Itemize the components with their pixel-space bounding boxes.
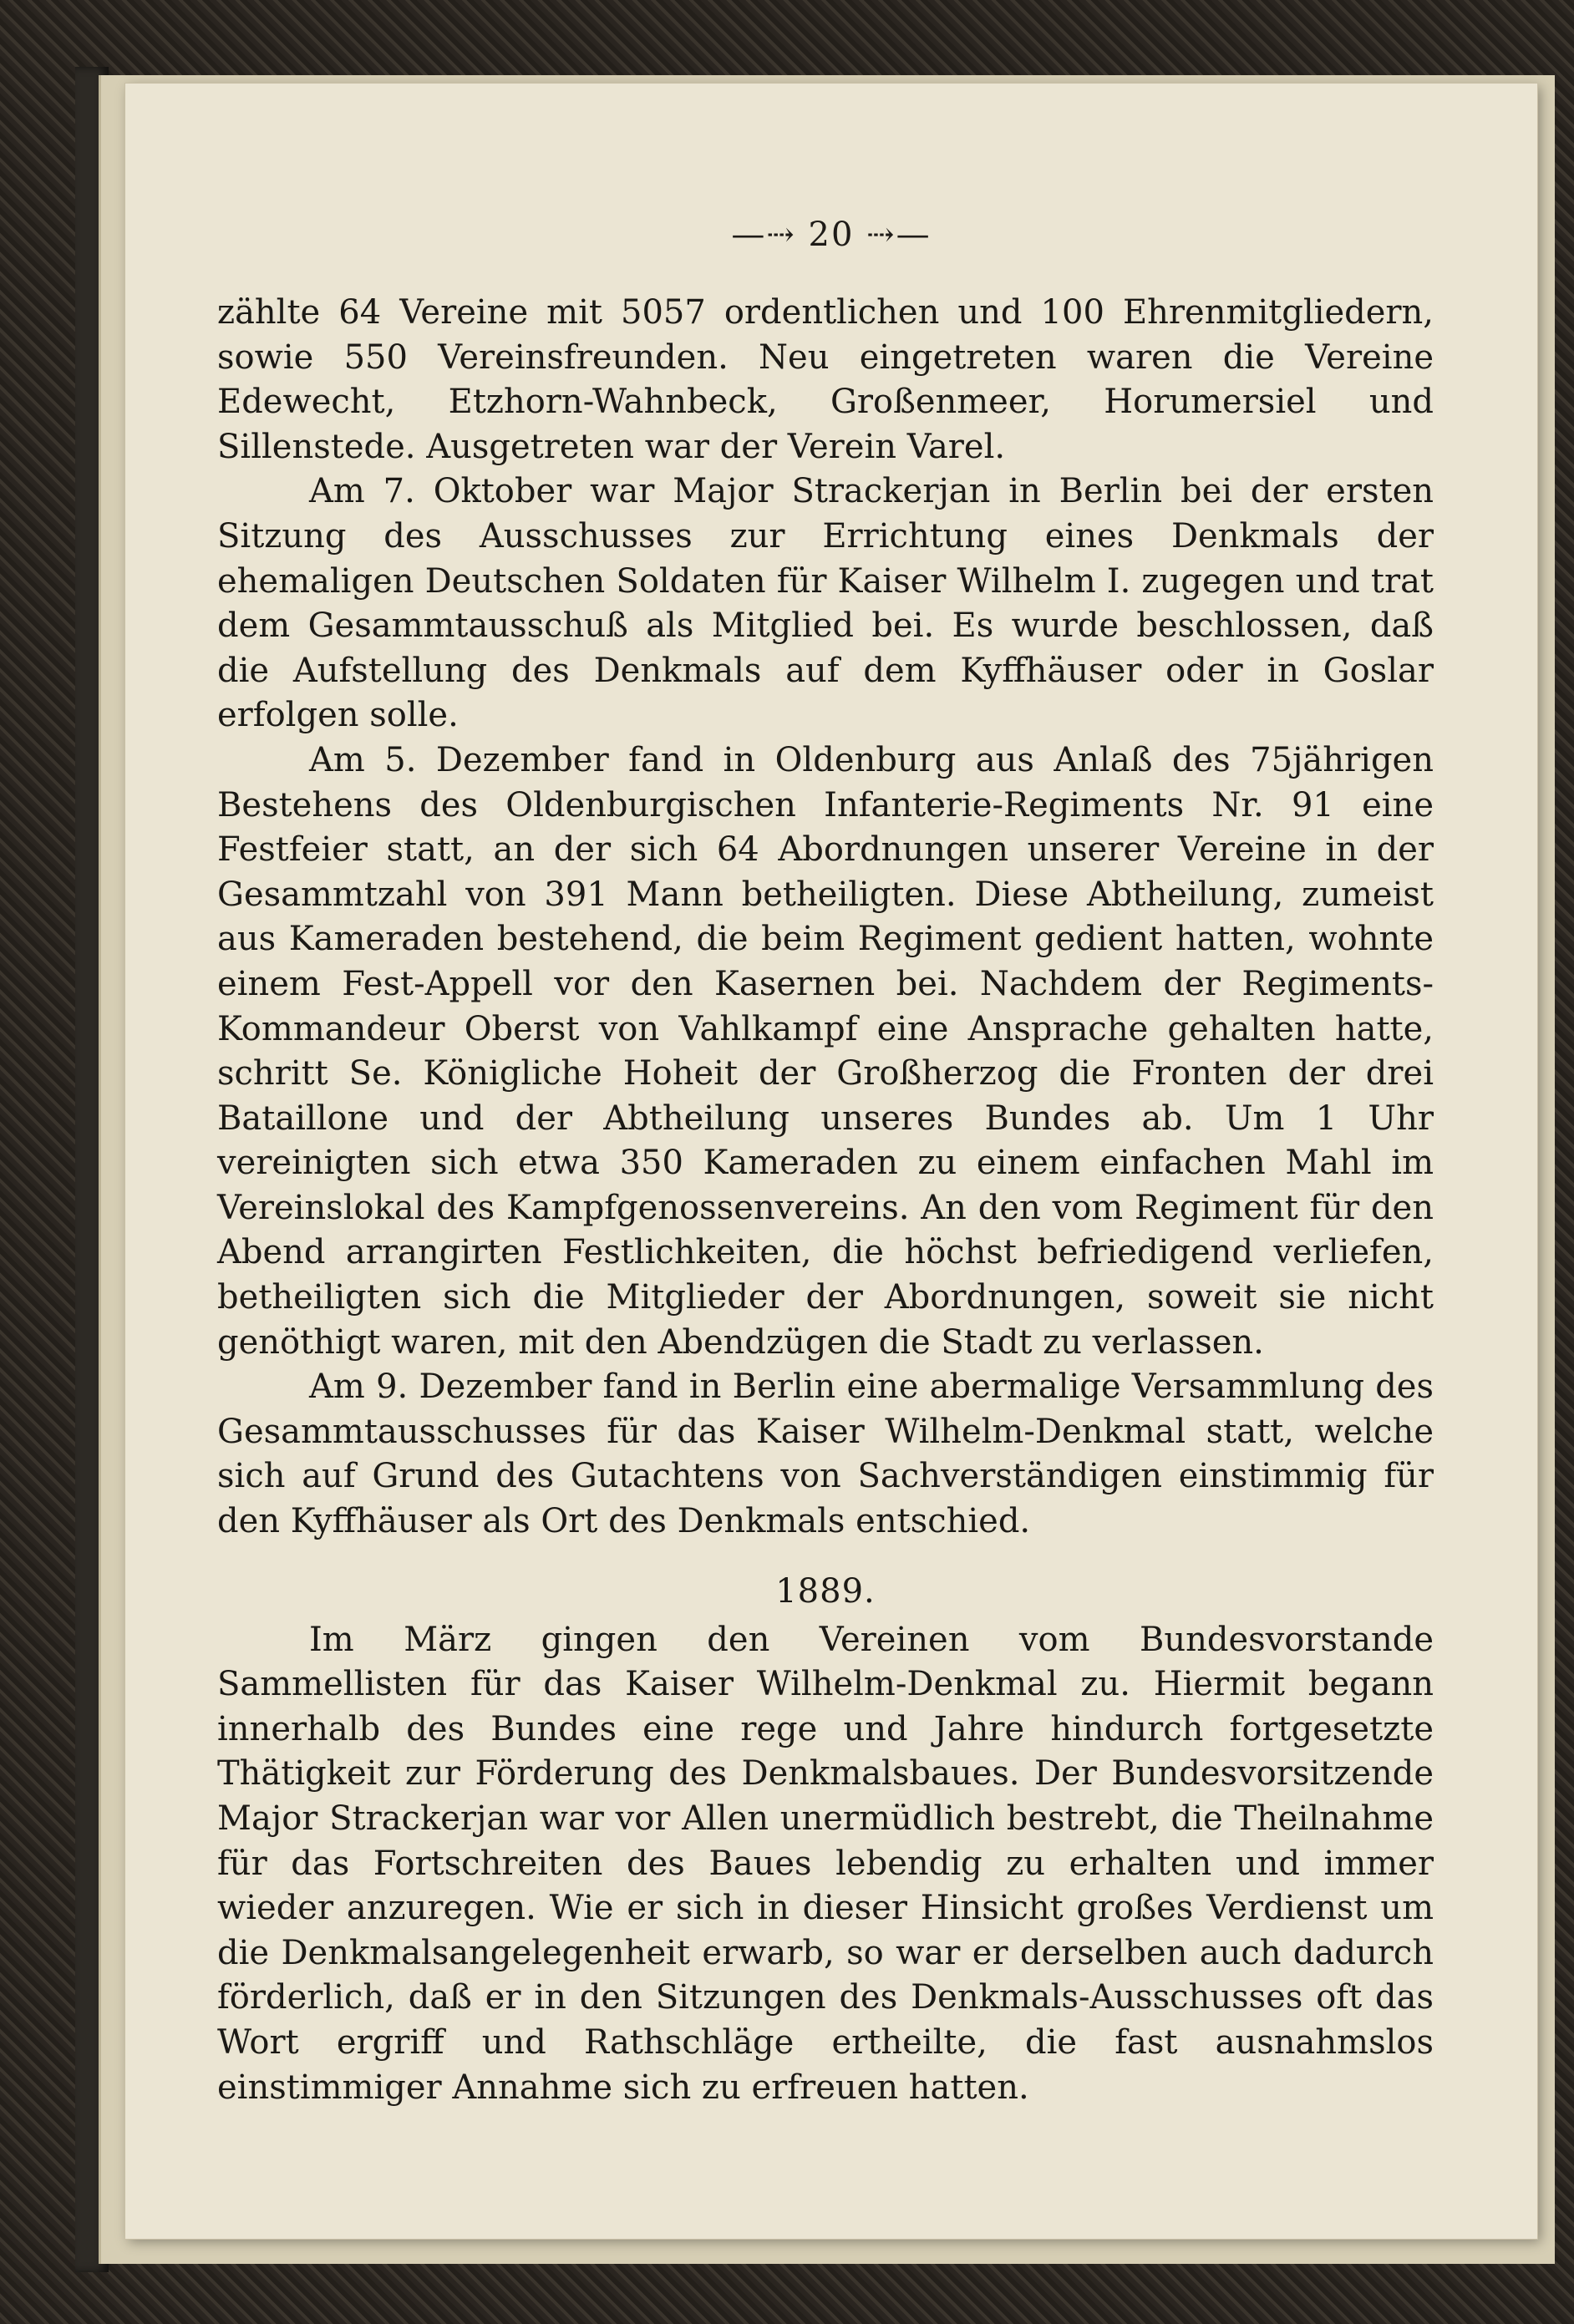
- paragraph-2: Am 7. Oktober war Major Strackerjan in Berlin bei der ersten Sitzung des Ausschusses zur Errichtung eines Denkmals der ehemaligen Deutschen Soldaten für Kaiser Wilhelm I. zugegen und trat dem Gesammtausschuß als Mitglied bei. Es wurde beschlossen, daß die Aufstellung des Denkmals auf dem Kyffhäuser oder in Goslar erfolgen solle.: [217, 472, 1434, 735]
- paragraph-3: Am 5. Dezember fand in Oldenburg aus Anlaß des 75jährigen Bestehens des Oldenburgischen Infanterie-Regiments Nr. 91 eine Festfeier statt, an der sich 64 Abordnungen unserer Vereine in der Gesammtzahl von 391 Mann betheiligten. Diese Abtheilung, zumeist aus Kameraden bestehend, die beim Regiment gedient hatten, wohnte einem Fest-Appell vor den Kasernen bei. Nachdem der Regiments-Kommandeur Oberst von Vahlkampf eine Ansprache gehalten hatte, schritt Se. Königliche Hoheit der Großherzog die Fronten der drei Bataillone und der Abtheilung unseres Bundes ab. Um 1 Uhr vereinigten sich etwa 350 Kameraden zu einem einfachen Mahl im Vereinslokal des Kampfgenossenvereins. An den vom Regiment für den Abend arrangirten Festlichkeiten, die höchst befriedigend verliefen, betheiligten sich die Mitglieder der Abordnungen, soweit sie nicht genöthigt waren, mit den Abendzügen die Stadt zu verlassen.: [217, 740, 1434, 1362]
- paragraph-5: Im März gingen den Vereinen vom Bundesvorstande Sammellisten für das Kaiser Wilhelm-Denkmal zu. Hiermit begann innerhalb des Bundes eine rege und Jahre hindurch fortgesetzte Thätigkeit zur Förderung des Denkmalsbaues. Der Bundesvorsitzende Major Strackerjan war vor Allen unermüdlich bestrebt, die Theilnahme für das Fortschreiten des Baues lebendig zu erhalten und immer wieder anzuregen. Wie er sich in dieser Hinsicht großes Verdienst um die Denkmalsangelegenheit erwarb, so war er derselben auch dadurch förderlich, daß er in den Sitzungen des Denkmals-Ausschusses oft das Wort ergriff und Rathschläge ertheilte, die fast ausnahmslos einstimmiger Annahme sich zu erfreuen hatten.: [217, 1620, 1434, 2107]
- page-number: —⇢ 20 ⇢—: [731, 216, 932, 254]
- paragraph-4: Am 9. Dezember fand in Berlin eine abermalige Versammlung des Gesammtausschusses für das Kaiser Wilhelm-Denkmal statt, welche sich auf Grund des Gutachtens von Sachverständigen einstimmig für den Kyffhäuser als Ort des Denkmals entschied.: [217, 1368, 1434, 1541]
- paragraph-1: zählte 64 Vereine mit 5057 ordentlichen und 100 Ehrenmitgliedern, sowie 550 Vereinsfreunden. Neu eingetreten waren die Vereine Edewecht, Etzhorn-Wahnbeck, Großenmeer, Horumersiel und Sillenstede. Ausgetreten war der Verein Varel.: [217, 293, 1434, 466]
- page-body: [217, 291, 1434, 2110]
- year-heading: 1889.: [775, 1571, 876, 1611]
